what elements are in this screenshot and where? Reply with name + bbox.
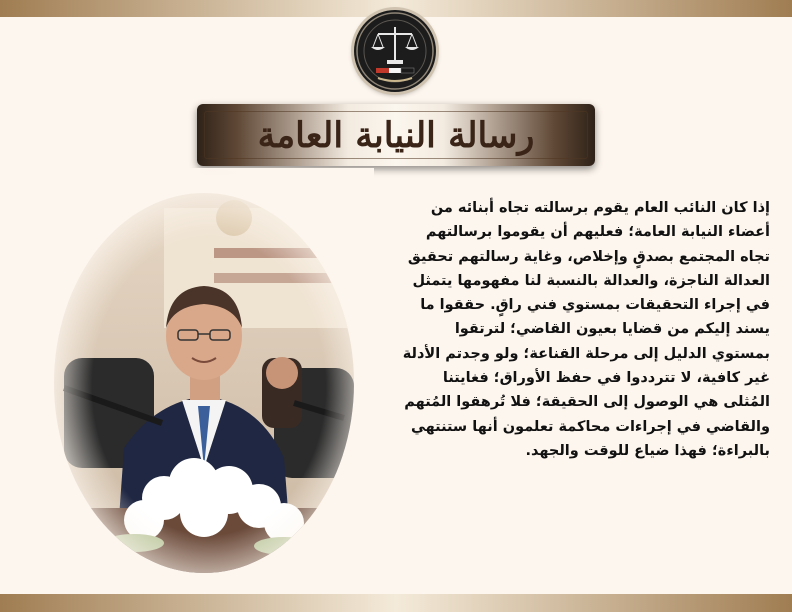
bottom-border-bar bbox=[0, 594, 792, 612]
message-paragraph: إذا كان النائب العام يقوم برسالته تجاه أبنائه من أعضاء النيابة العامة؛ فعليهم أن يقوموا برسالتهم تجاه المجتمع بصدقٍ وإخلاص، وغاية رسالتهم تحقيق العدالة الناجزة، والعدالة بالنسبة لنا مفهومها يتمثل في إجراء التحقيقات بمستوي فني راقٍ. حققوا ما يسند إليكم من قضايا بعيون القاضي؛ لترتقوا بمستوي الدليل إلى مرحلة القناعة؛ ولو وجدتم الأدلة غير كافية، لا تترددوا في حفظ الأوراق؛ فغايتنا المُثلى هي الوصول إلى الحقيقة؛ فلا تُرهقوا المُتهم والقاضي في إجراءات محاكمة تعلمون أنها ستنتهي بالبراءة؛ فهذا ضياع للوقت والجهد. bbox=[402, 200, 770, 459]
prosecution-emblem-icon bbox=[354, 10, 436, 92]
prosecutor-photo bbox=[44, 168, 374, 588]
title-banner bbox=[197, 104, 595, 166]
page-title: رسالة النيابة العامة bbox=[257, 114, 535, 156]
